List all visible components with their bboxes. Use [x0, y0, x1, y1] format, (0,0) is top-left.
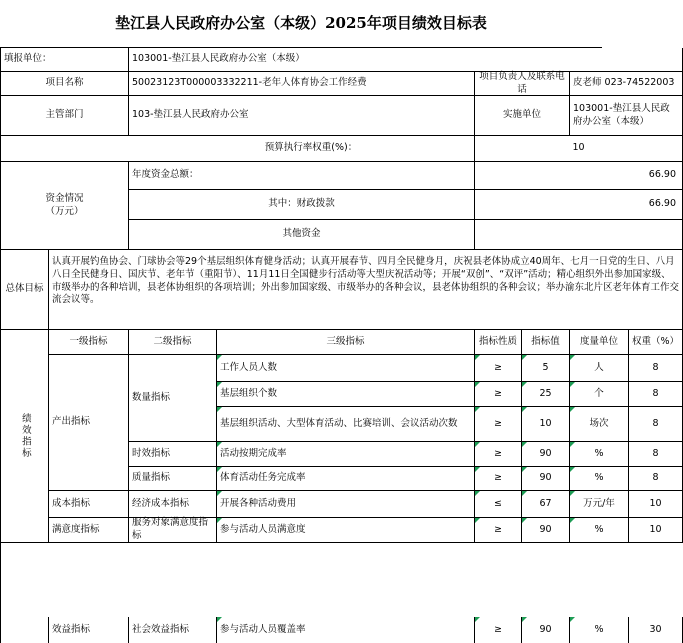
indicator-unit: %	[570, 467, 629, 491]
indicator-name: 活动按期完成率	[217, 442, 475, 467]
indicator-value: 90	[522, 442, 570, 467]
indicator-name: 参与活动人员满意度	[217, 518, 475, 543]
benefit-row	[0, 617, 662, 643]
benefit-row-clip	[0, 617, 662, 643]
funds-total-value: 66.90	[475, 162, 683, 190]
impl-label: 实施单位	[475, 96, 570, 136]
indicator-unit: 万元/年	[570, 491, 629, 518]
indicator-nature: ≤	[475, 491, 522, 518]
indicator-nature: ≥	[475, 442, 522, 467]
indicator-weight: 8	[629, 407, 683, 442]
indicator-name: 体育活动任务完成率	[217, 467, 475, 491]
level2-social-benefit: 社会效益指标	[129, 617, 217, 643]
goal-label: 总体目标	[1, 250, 49, 330]
indicator-weight: 8	[629, 442, 683, 467]
funds-fiscal-value: 66.90	[475, 190, 683, 220]
indicator-weight: 30	[629, 617, 683, 643]
perf-label: 绩效指标	[1, 330, 49, 543]
indicator-name: 基层组织个数	[217, 382, 475, 407]
header-weight: 权重（%）	[629, 330, 683, 355]
unit-value: 103001-垫江县人民政府办公室（本级）	[129, 48, 683, 72]
dept-label: 主管部门	[1, 96, 129, 136]
funds-label: 资金情况 （万元）	[1, 162, 129, 250]
level2-timeliness: 时效指标	[129, 442, 217, 467]
funds-fiscal-label: 其中：财政拨款	[129, 190, 475, 220]
indicator-value: 10	[522, 407, 570, 442]
project-name-label: 项目名称	[1, 72, 129, 96]
level1-output: 产出指标	[49, 355, 129, 491]
dept-value: 103-垫江县人民政府办公室	[129, 96, 475, 136]
header-level3: 三级指标	[217, 330, 475, 355]
indicator-name: 工作人员人数	[217, 355, 475, 382]
level2-quantity: 数量指标	[129, 355, 217, 442]
page-title: 垫江县人民政府办公室（本级）2025年项目绩效目标表	[115, 14, 487, 32]
indicator-name: 参与活动人员覆盖率	[217, 617, 475, 643]
weight-value: 10	[475, 136, 683, 162]
header-level1: 一级指标	[49, 330, 129, 355]
indicator-nature: ≥	[475, 382, 522, 407]
indicator-weight: 8	[629, 382, 683, 407]
indicator-unit: 场次	[570, 407, 629, 442]
level1-satisfaction: 满意度指标	[49, 518, 129, 543]
funds-total-label: 年度资金总额：	[129, 162, 475, 190]
performance-table	[0, 47, 680, 643]
indicator-weight: 10	[629, 518, 683, 543]
header-nature: 指标性质	[475, 330, 522, 355]
indicator-weight: 8	[629, 355, 683, 382]
indicator-nature: ≥	[475, 407, 522, 442]
level2-quality: 质量指标	[129, 467, 217, 491]
project-name-value: 50023123T000003332211-老年人体育协会工作经费	[129, 72, 475, 96]
level2-service-satisfaction: 服务对象满意度指标	[129, 518, 217, 543]
header-unit: 度量单位	[570, 330, 629, 355]
level1-cost: 成本指标	[49, 491, 129, 518]
owner-value: 皮老师 023-74522003	[570, 72, 683, 96]
indicator-value: 25	[522, 382, 570, 407]
perf-label-continued	[1, 617, 49, 643]
indicator-value: 90	[522, 467, 570, 491]
level2-econ-cost: 经济成本指标	[129, 491, 217, 518]
indicator-unit: %	[570, 617, 629, 643]
indicator-nature: ≥	[475, 617, 522, 643]
indicator-nature: ≥	[475, 467, 522, 491]
impl-value: 103001-垫江县人民政府办公室（本级）	[570, 96, 683, 136]
indicator-value: 90	[522, 617, 570, 643]
indicator-value: 90	[522, 518, 570, 543]
owner-label: 项目负责人及联系电话	[475, 72, 570, 96]
funds-other-value	[475, 220, 683, 250]
indicator-value: 5	[522, 355, 570, 382]
indicator-weight: 8	[629, 467, 683, 491]
weight-label: 预算执行率权重(%)：	[1, 136, 475, 162]
goal-text: 认真开展钓鱼协会、门球协会等29个基层组织体育健身活动；认真开展春节、四月全民健身月，庆祝县老体协成立40周年、七月一日党的生日、八月八日全民健身日、国庆节、老年节（重阳节）、11月11日全国健步行活动等大型庆祝活动等；开展“双创”、“双评”活动；精心组织外出参加国家级、市级举办的各种培训，县老体协组织的各项培训；外出参加国家级、市级举办的各种会议，县老体协组织的各种会议；举办渝东北片区老年体育工作交流会议等。	[49, 250, 683, 330]
indicator-name: 基层组织活动、大型体育活动、比赛培训、会议活动次数	[217, 407, 475, 442]
header-level2: 二级指标	[129, 330, 217, 355]
level1-benefit: 效益指标	[49, 617, 129, 643]
header-value: 指标值	[522, 330, 570, 355]
indicator-unit: 人	[570, 355, 629, 382]
indicator-name: 开展各种活动费用	[217, 491, 475, 518]
indicator-nature: ≥	[475, 518, 522, 543]
funds-other-label: 其他资金	[129, 220, 475, 250]
indicator-unit: %	[570, 442, 629, 467]
indicator-unit: %	[570, 518, 629, 543]
indicator-value: 67	[522, 491, 570, 518]
indicator-unit: 个	[570, 382, 629, 407]
indicator-nature: ≥	[475, 355, 522, 382]
indicator-weight: 10	[629, 491, 683, 518]
unit-label: 填报单位：	[1, 48, 129, 72]
